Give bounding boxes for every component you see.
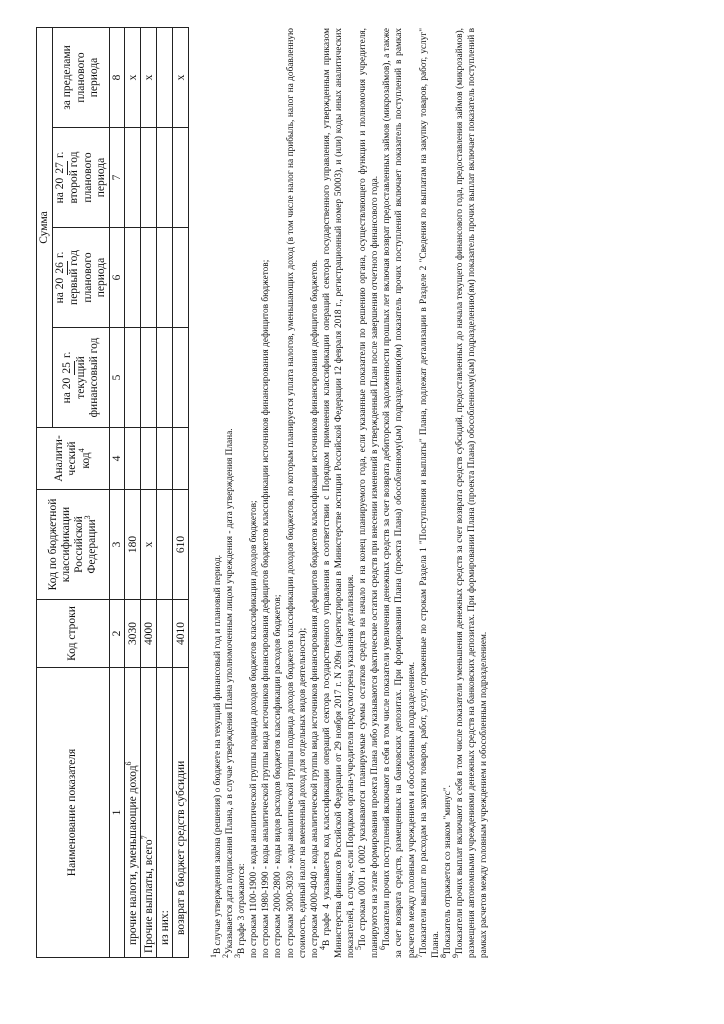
table-row [173,27,189,957]
table-row [157,27,173,957]
row-year-3 [141,128,157,228]
row-year-1 [141,328,157,428]
footnote: $^3$В графе 3 отражаются: [233,863,248,958]
row-name: Прочие выплаты, всего$^7$ [141,668,157,958]
footnote: по строкам 3000-3030 - коды аналитической группы подвида доходов бюджетов классификации доходов бюджетов, по которым планируется уплата налогов, уменьшающих доход (в том числе налог на прибыль, налог на добавленную стоимость, единый налог на вмененный доход для отдельных видов деятельности); [285,28,308,958]
row-year-3 [157,128,173,228]
row-year-2 [141,228,157,328]
row-analytic [157,428,173,490]
row-name: возврат в бюджет средств субсидии [173,668,189,958]
col-index: 3 [110,490,125,600]
footnote: по строкам 2000-2800 - коды видов расходов бюджетов классификации расходов бюджетов; [273,594,284,958]
header-sum: Сумма [37,27,53,427]
row-beyond: x [173,27,189,127]
row-code: 3030 [125,600,141,668]
row-beyond: x [125,27,141,127]
row-code: 4010 [173,600,189,668]
row-beyond [157,27,173,127]
footnote: по строкам 1100-1900 - коды аналитической группы подвида доходов бюджетов классификации доходов бюджетов; [249,500,260,958]
header-code: Код строки [37,600,110,668]
row-analytic [173,428,189,490]
row-name: из них: [157,668,173,958]
row-analytic [125,428,141,490]
row-analytic [141,428,157,490]
row-kbk: 180 [125,490,141,600]
row-year-3 [125,128,141,228]
header-beyond: за пределами планового периода [53,27,110,127]
row-year-3 [173,128,189,228]
row-year-1 [157,328,173,428]
col-index: 6 [110,228,125,328]
row-kbk: 610 [173,490,189,600]
footnote: $^9$Показатели прочих выплат включают в себя в том числе показатели уменьшения денежных средств за счет возврата средств субсидий, предоставленных до начала текущего финансового года, предоставления займов (микрозаймов), размещения автономными учреждениями денежных средств на банковских депозитах. При формировании Плана (проекта Плана) обособленному(ым) подразделению(ям) показатель прочих выплат включает показатель поступлений в рамках расчетов между головным учреждением и обособленным подразделением. [450,28,490,958]
col-index: 4 [110,428,125,490]
row-name: прочие налоги, уменьшающие доход$^6$ [125,668,141,958]
table-row [125,27,141,957]
budget-table-container [36,28,189,958]
col-index: 7 [110,128,125,228]
table-row [141,27,157,957]
footnote: $^8$Показатель отражается со знаком "минус". [438,785,453,958]
footnote: $^7$Показатели выплат по расходам на закупки товаров, работ, услуг, отраженные по строкам Раздела 1 "Поступления и выплаты" Плана, подлежат детализации в Разделе 2 "Сведения по выплатам на закупку товаров, работ, услуг" Плана. [414,28,441,958]
footnote: $^5$По строкам 0001 и 0002 указываются планируемые суммы остатков средств на начало и на конец планируемого года, если указанные показатели по решению органа, осуществляющего функции и полномочия учредителя, планируются на этапе формирования проекта Плана либо указываются фактические остатки средств при внесении изменений в утвержденный План после завершения отчетного финансового года. [354,28,381,958]
col-index: 1 [110,668,125,958]
footnote: по строкам 1980-1990 - коды аналитической группы вида источников финансирования дефицитов бюджетов классификации источников финансирования дефицитов бюджетов; [261,259,272,958]
footnote: по строкам 4000-4040 - коды аналитической группы вида источников финансирования дефицитов бюджетов классификации источников финансирования дефицитов бюджетов. [309,259,320,958]
footnote: $^6$Показатели прочих поступлений включают в себя в том числе показатели увеличения денежных средств за счет возврата дебиторской задолженности прошлых лет включая возврат предоставленных займов (микрозаймов), а также за счет возврата средств, размещенных на банковских депозитах. При формировании Плана (проекта Плана) обособленному(ым) подразделению(ям) показатель прочих поступлений включает показатель поступлений в рамках расчетов между головным учреждением и обособленным подразделением. [378,28,417,958]
header-analytic: Аналити-ческий код$^4$ [37,428,110,490]
row-code: 4000 [141,600,157,668]
row-year-1 [125,328,141,428]
col-index: 5 [110,328,125,428]
footnote: $^4$В графе 4 указывается код классификации операций сектора государственного управления в соответствии с Порядком применения классификации операций сектора государственного управления, утвержденным приказом Министерства финансов Российской Федерации от 29 ноября 2017 г. N 209н (зарегистрирован в Министерстве юстиции Российской Федерации 12 февраля 2018 г., регистрационный номер 50003), и (или) коды иных аналитических показателей, в случае, если Порядком органа-учредителя предусмотрена указанная детализация. [317,28,357,958]
footnote: $^1$В случае утверждения закона (решения) о бюджете на текущий финансовый год и плановый период. [208,554,223,958]
row-kbk [157,490,173,600]
column-index-row [110,27,125,957]
header-year-2: на 20 26 г. первый год планового периода [53,228,110,328]
budget-table [36,27,189,958]
row-beyond: x [141,27,157,127]
header-kbk: Код по бюджетной классификации Российской Федерации$^3$ [37,490,110,600]
col-index: 8 [110,27,125,127]
row-year-2 [157,228,173,328]
header-year-3: на 20 27 г. второй год планового периода [53,128,110,228]
row-year-2 [173,228,189,328]
footnote: $^2$Указывается дата подписания Плана, а в случае утверждения Плана уполномоченным лицом учреждения - дата утверждения Плана. [221,428,236,958]
row-year-1 [173,328,189,428]
row-code [157,600,173,668]
footnotes [208,28,490,958]
row-kbk: x [141,490,157,600]
header-year-1: на 20 25 г. текущий финансовый год [53,328,110,428]
header-name: Наименование показателя [37,668,110,958]
row-year-2 [125,228,141,328]
col-index: 2 [110,600,125,668]
